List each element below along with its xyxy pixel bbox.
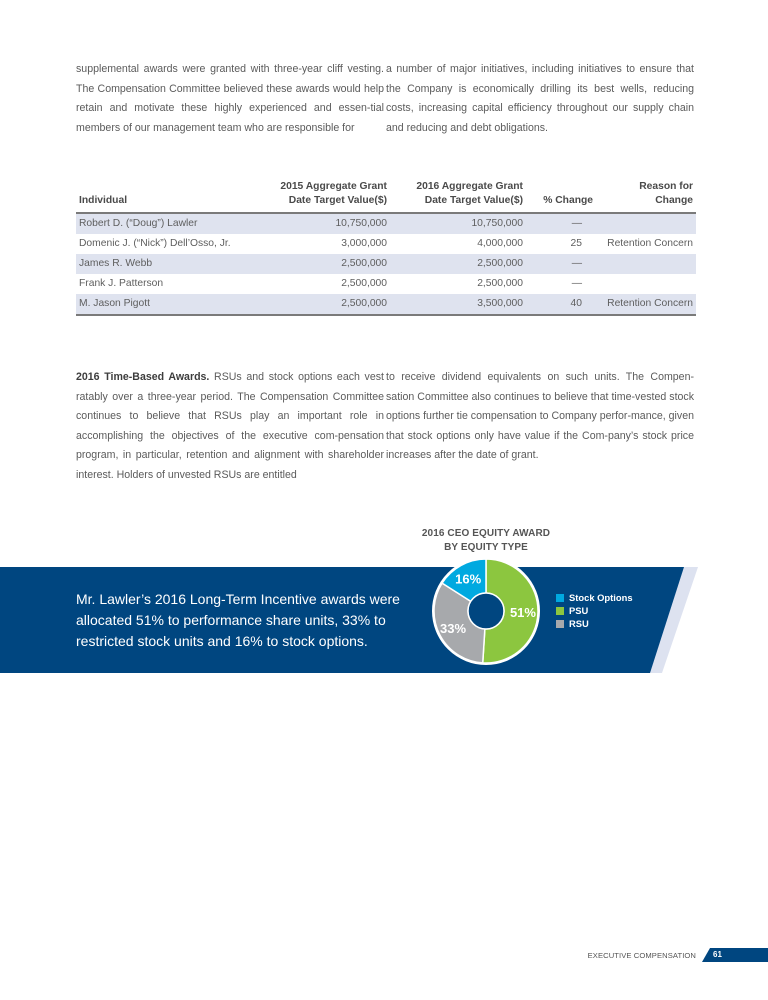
time-based-text-right [386,368,694,466]
legend-swatch [556,607,564,615]
cell-percent-change: — [526,254,596,274]
cell-2016-value: 3,500,000 [390,294,526,315]
legend-swatch [556,594,564,602]
page-number-tab [702,948,768,962]
cell-2016-value: 2,500,000 [477,278,523,289]
cell-2016-value: 4,000,000 [477,238,523,249]
paragraph [76,368,384,486]
header-individual: Individual [76,180,272,213]
cell-2016-value: 2,500,000 [390,254,526,274]
section-heading: 2016 Time-Based Awards. [76,371,210,383]
header-2015-value [272,180,390,213]
legend-item [556,617,633,630]
cell-2015-value: 3,000,000 [341,238,387,249]
paragraph-body: RSUs and stock options each vest ratably over a three-year period. The Compensation Committee continues to believe that RSUs play an important role in accomplishing the objectives of the executive com-pensation program, in particular, retention and alignment with shareholder interest. Holders of unvested RSUs are entitled [76,371,384,481]
page-number: 61 [713,950,722,959]
chart-legend [556,591,633,630]
legend-label: PSU [569,605,589,616]
cell-percent-change: — [526,213,596,234]
paragraph: to receive dividend equivalents on such units. The Compen-sation Committee also continues to believe that time-vested stock options further tie compensation to Company perfor-mance, given that stock options only have value if the Com-pany’s stock price increases after the date of grant. [386,371,694,462]
cell-reason: Retention Concern [607,238,693,249]
table-row [76,254,696,274]
cell-individual: Robert D. (“Doug”) Lawler [76,213,272,234]
cell-percent-change: 40 [526,294,596,315]
page-footer [588,948,768,962]
donut-hole [468,593,504,629]
time-based-text-left [76,368,384,486]
cell-2015-value: 2,500,000 [341,278,387,289]
page-tab-shape [702,948,768,962]
cell-reason [596,213,696,234]
table-row [76,213,696,234]
intro-text-left [76,60,384,138]
header-line: Date Target Value($) [288,195,387,206]
donut-label: 51% [509,605,536,621]
table-row [76,294,696,315]
header-line: Date Target Value($) [424,195,523,206]
cell-percent-change: 25 [570,238,582,249]
cell-individual: Domenic J. (“Nick”) Dell’Osso, Jr. [79,238,231,249]
chart-title-line: BY EQUITY TYPE [444,542,528,553]
chart-title-line: 2016 CEO EQUITY AWARD [421,528,551,539]
footer-section-label: EXECUTIVE COMPENSATION [587,950,696,960]
paragraph: a number of major initiatives, including initiatives to ensure that the Company is economically drilling its best wells, reducing costs, increasing capital efficiency throughout our supply chain and reducing and debt obligations. [386,63,694,134]
cell-individual: M. Jason Pigott [76,294,272,315]
header-reason: Reason for Change [596,180,696,213]
header-line: 2015 Aggregate Grant [280,181,387,192]
header-percent-change: % Change [526,180,596,213]
donut-label: 16% [455,571,482,587]
donut-label: 33% [440,620,467,636]
legend-item [556,591,633,604]
legend-label: Stock Options [569,592,633,603]
legend-label: RSU [569,618,589,629]
intro-text-right [386,60,694,138]
table-row [76,274,696,294]
header-line: 2016 Aggregate Grant [416,181,523,192]
header-2016-value [390,180,526,213]
cell-individual: James R. Webb [76,254,272,274]
cell-2016-value: 10,750,000 [390,213,526,234]
cell-reason [596,254,696,274]
equity-donut-chart [420,545,552,677]
cell-2015-value: 2,500,000 [272,254,390,274]
table-row [76,234,696,254]
legend-swatch [556,620,564,628]
grant-value-table [76,180,696,316]
paragraph: supplemental awards were granted with three-year cliff vesting. The Compensation Committee believed these awards would help retain and motivate these highly experienced and essen-tial members of our management team who are responsible for [76,63,384,134]
cell-reason: Retention Concern [596,294,696,315]
table-header-row [76,180,696,213]
cell-reason [596,274,696,294]
legend-item [556,604,633,617]
cell-2015-value: 2,500,000 [272,294,390,315]
cell-individual: Frank J. Patterson [79,278,164,289]
cell-percent-change: — [571,278,582,289]
banner-text: Mr. Lawler’s 2016 Long-Term Incentive awards were allocated 51% to performance share units, 33% to restricted stock units and 16% to stock options. [76,591,400,649]
cell-2015-value: 10,750,000 [272,213,390,234]
